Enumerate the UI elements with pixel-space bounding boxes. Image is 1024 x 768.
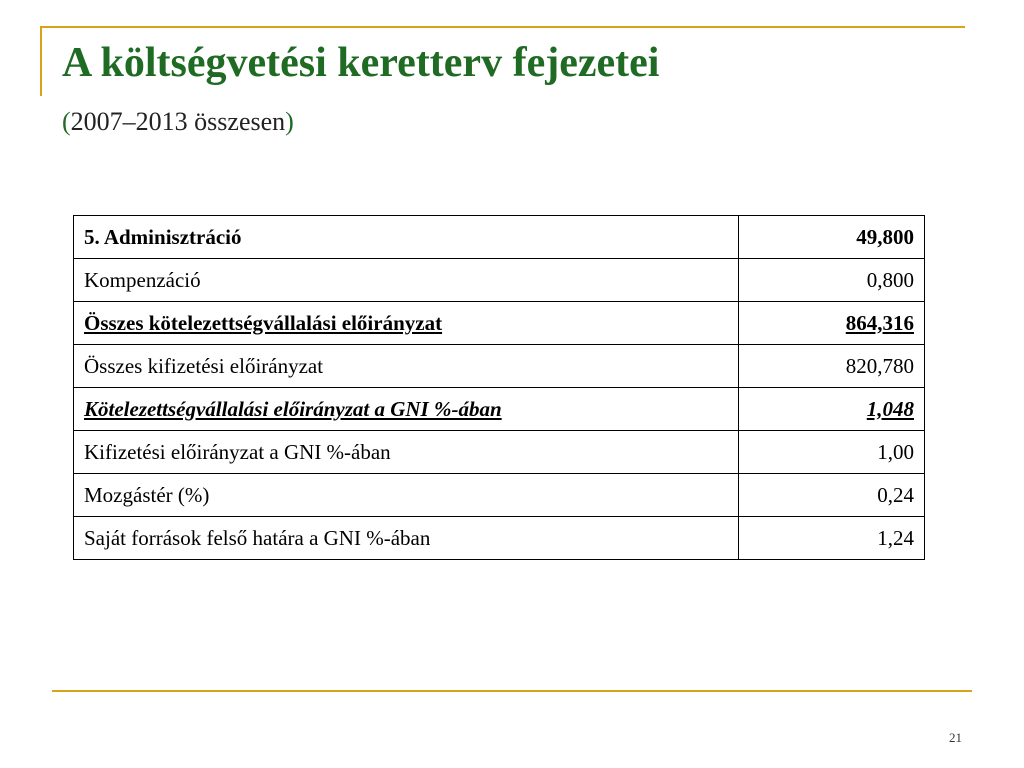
table-row: [74, 259, 925, 302]
bottom-divider: [52, 690, 972, 692]
row-value: 1,048: [866, 396, 914, 421]
page-number: 21: [949, 730, 962, 745]
subtitle-open-paren: (: [62, 107, 71, 136]
table-row: [74, 474, 925, 517]
row-label-cell: [74, 388, 739, 431]
row-label: Összes kifizetési előirányzat: [74, 345, 739, 388]
row-value-cell: [739, 302, 925, 345]
page-title: A költségvetési keretterv fejezetei: [62, 40, 660, 86]
row-label-cell: [74, 302, 739, 345]
row-value: 49,800: [739, 216, 925, 259]
row-label: Kifizetési előirányzat a GNI %-ában: [74, 431, 739, 474]
row-label: Kompenzáció: [74, 259, 739, 302]
subtitle-text: 2007–2013 összesen: [70, 107, 286, 136]
row-value: 864,316: [845, 310, 914, 335]
row-value: 0,800: [739, 259, 925, 302]
row-label: Összes kötelezettségvállalási előirányzat: [84, 310, 443, 335]
row-label: Saját források felső határa a GNI %-ában: [74, 517, 739, 560]
table-row: [74, 517, 925, 560]
row-value: 1,00: [739, 431, 925, 474]
table-row: [74, 216, 925, 259]
top-divider: [40, 26, 965, 28]
row-label: Kötelezettségvállalási előirányzat a GNI %-ában: [84, 396, 502, 421]
page-subtitle: [62, 108, 294, 137]
title-accent-bar: [40, 26, 42, 96]
row-label: 5. Adminisztráció: [74, 216, 739, 259]
table-row: [74, 431, 925, 474]
table-row: [74, 388, 925, 431]
subtitle-close-paren: ): [285, 107, 294, 136]
row-value: 820,780: [739, 345, 925, 388]
row-value-cell: [739, 388, 925, 431]
row-value: 1,24: [739, 517, 925, 560]
row-value: 0,24: [739, 474, 925, 517]
table-row: [74, 302, 925, 345]
table-row: [74, 345, 925, 388]
row-label: Mozgástér (%): [74, 474, 739, 517]
budget-table: [73, 215, 925, 560]
